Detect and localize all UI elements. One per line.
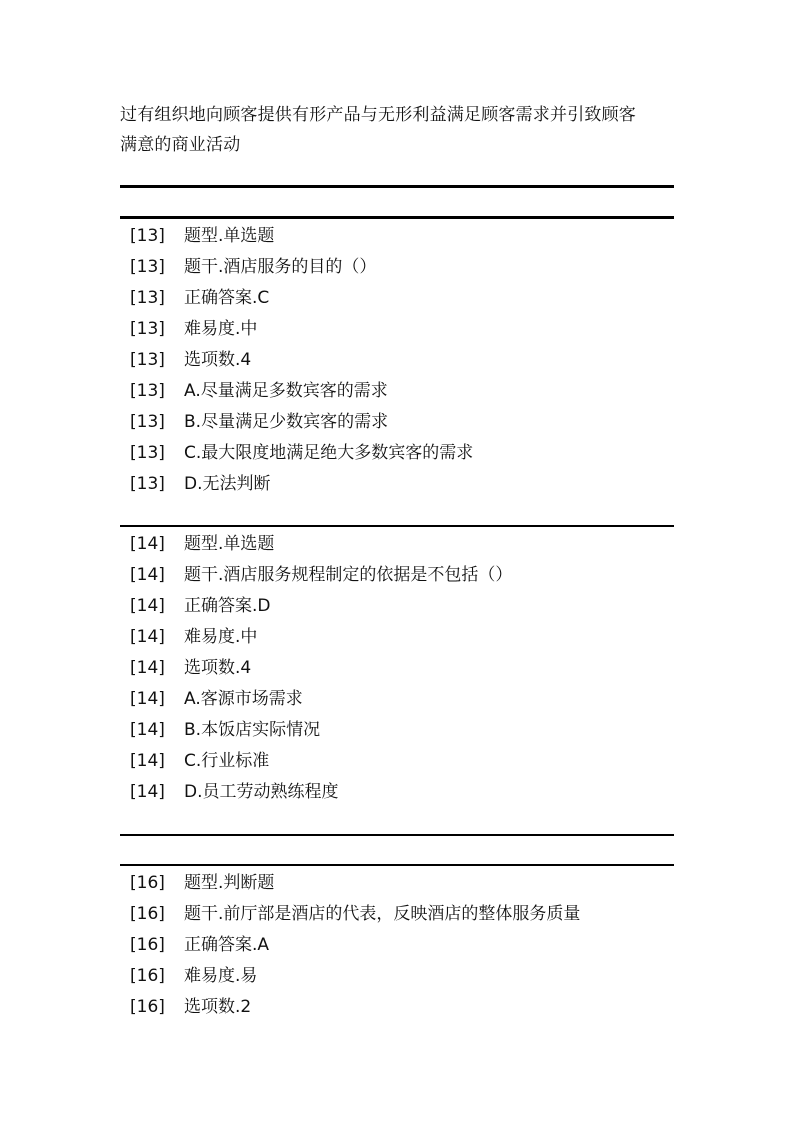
question-number: [14] [130,751,165,771]
question-field: 题型.单选题 [184,226,275,246]
question-row [130,314,670,345]
question-row [130,376,670,407]
question-number: [14] [130,596,165,616]
question-row [130,653,670,684]
question-row [130,283,670,314]
question-block-13 [130,221,670,500]
question-row [130,930,670,961]
question-number: [13] [130,257,165,277]
question-row [130,899,670,930]
question-field: 选项数.2 [184,997,252,1017]
divider [120,864,674,866]
question-number: [13] [130,381,165,401]
question-number: [14] [130,782,165,802]
question-number: [13] [130,288,165,308]
question-option: B.尽量满足少数宾客的需求 [184,412,389,432]
question-option: C.最大限度地满足绝大多数宾客的需求 [184,443,474,463]
question-row [130,777,670,808]
question-option: B.本饭店实际情况 [184,720,321,740]
question-row [130,684,670,715]
question-number: [13] [130,319,165,339]
question-row [130,868,670,899]
question-row [130,345,670,376]
question-field: 选项数.4 [184,658,252,678]
question-number: [16] [130,873,165,893]
question-block-14 [130,529,670,808]
question-row [130,438,670,469]
question-number: [16] [130,997,165,1017]
question-number: [13] [130,226,165,246]
intro-line-1: 过有组织地向顾客提供有形产品与无形利益满足顾客需求并引致顾客 [120,105,636,125]
question-row [130,961,670,992]
question-field: 难易度.易 [184,966,258,986]
intro-line-2: 满意的商业活动 [120,135,241,155]
question-number: [16] [130,966,165,986]
question-field: 题干.前厅部是酒店的代表，反映酒店的整体服务质量 [184,904,581,924]
question-row [130,715,670,746]
question-row [130,221,670,252]
divider [120,525,674,527]
question-row [130,407,670,438]
question-option: D.员工劳动熟练程度 [184,782,339,802]
question-field: 难易度.中 [184,319,258,339]
question-number: [14] [130,627,165,647]
divider [120,834,674,836]
question-option: A.尽量满足多数宾客的需求 [184,381,388,401]
question-number: [16] [130,935,165,955]
divider [120,185,674,188]
question-field: 题干.酒店服务的目的（） [184,257,377,277]
question-option: A.客源市场需求 [184,689,303,709]
question-number: [13] [130,412,165,432]
question-field: 选项数.4 [184,350,252,370]
question-number: [14] [130,689,165,709]
divider [120,216,674,219]
question-number: [14] [130,565,165,585]
question-number: [13] [130,350,165,370]
question-row [130,746,670,777]
question-field: 正确答案.D [184,596,271,616]
question-number: [14] [130,658,165,678]
question-field: 正确答案.A [184,935,270,955]
intro-paragraph [120,100,680,160]
question-row [130,252,670,283]
question-row [130,469,670,500]
question-number: [14] [130,534,165,554]
question-number: [16] [130,904,165,924]
question-option: D.无法判断 [184,474,271,494]
question-row [130,591,670,622]
question-number: [13] [130,443,165,463]
question-row [130,622,670,653]
question-row [130,992,670,1023]
question-number: [13] [130,474,165,494]
question-number: [14] [130,720,165,740]
question-block-16 [130,868,670,1023]
question-option: C.行业标准 [184,751,270,771]
question-row [130,529,670,560]
question-field: 正确答案.C [184,288,270,308]
question-field: 难易度.中 [184,627,258,647]
question-field: 题型.单选题 [184,534,275,554]
question-field: 题干.酒店服务规程制定的依据是不包括（） [184,565,513,585]
question-row [130,560,670,591]
question-field: 题型.判断题 [184,873,275,893]
